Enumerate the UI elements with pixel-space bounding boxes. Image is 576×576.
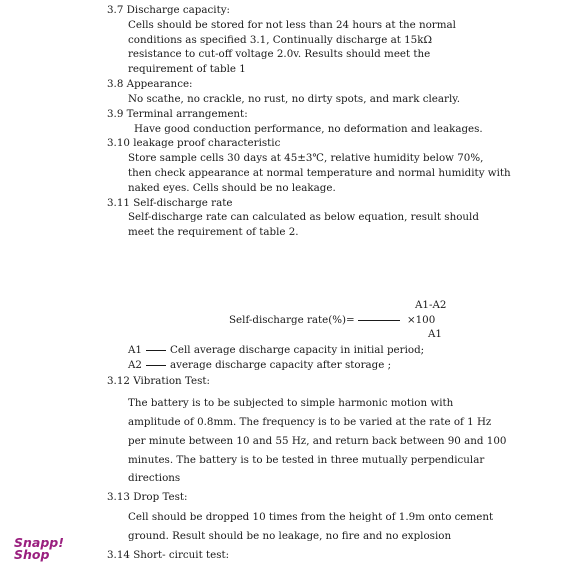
dash-line (146, 365, 166, 366)
logo-line-1: Snapp! (14, 535, 64, 550)
formula-multiplier: ×100 (407, 314, 436, 326)
body-line: Cells should be stored for not less than 24 hours at the normal (128, 19, 456, 31)
body-line: amplitude of 0.8mm. The frequency is to be varied at the rate of 1 Hz (128, 416, 492, 428)
body-line: ground. Result should be no leakage, no fire and no explosion (128, 530, 452, 542)
body-line: The battery is to be subjected to simple harmonic motion with (128, 397, 454, 409)
section-heading-3-12: 3.12 Vibration Test: (107, 375, 210, 387)
fraction-bar (358, 320, 400, 321)
formula-numerator: A1-A2 (415, 299, 447, 311)
body-line: Store sample cells 30 days at 45±3℃, relative humidity below 70%, (128, 152, 484, 164)
definition-a1 (128, 343, 424, 357)
formula-label: Self-discharge rate(%)= (229, 314, 355, 326)
definition-text: average discharge capacity after storage ; (170, 359, 392, 371)
body-line: conditions as specified 3.1, Continually discharge at 15kΩ (128, 34, 433, 46)
section-heading-3-11: 3.11 Self-discharge rate (107, 197, 233, 209)
section-heading-3-14: 3.14 Short- circuit test: (107, 549, 230, 561)
body-line: directions (128, 472, 181, 484)
definition-label: A1 (128, 344, 142, 356)
body-line: per minute between 10 and 55 Hz, and return back between 90 and 100 (128, 435, 507, 447)
formula-denominator: A1 (428, 328, 442, 340)
body-line: Cell should be dropped 10 times from the height of 1.9m onto cement (128, 511, 494, 523)
body-line: then check appearance at normal temperature and normal humidity with (128, 167, 511, 179)
section-heading-3-8: 3.8 Appearance: (107, 78, 193, 90)
definition-a2 (128, 358, 391, 372)
definition-text: Cell average discharge capacity in initial period; (170, 344, 425, 356)
body-line: meet the requirement of table 2. (128, 226, 299, 238)
body-line: minutes. The battery is to be tested in three mutually perpendicular (128, 454, 485, 466)
section-heading-3-9: 3.9 Terminal arrangement: (107, 108, 248, 120)
section-heading-3-7: 3.7 Discharge capacity: (107, 4, 231, 16)
body-line: Self-discharge rate can calculated as below equation, result should (128, 211, 479, 223)
body-line: naked eyes. Cells should be no leakage. (128, 182, 336, 194)
dash-line (146, 350, 166, 351)
body-line: Have good conduction performance, no deformation and leakages. (134, 123, 483, 135)
snappshop-logo (14, 537, 64, 561)
section-heading-3-13: 3.13 Drop Test: (107, 491, 188, 503)
body-line: resistance to cut-off voltage 2.0v. Results should meet the (128, 48, 431, 60)
section-heading-3-10: 3.10 leakage proof characteristic (107, 137, 281, 149)
logo-line-2: Shop (14, 547, 50, 562)
body-line: No scathe, no crackle, no rust, no dirty spots, and mark clearly. (128, 93, 460, 105)
body-line: requirement of table 1 (128, 63, 246, 75)
definition-label: A2 (128, 359, 142, 371)
